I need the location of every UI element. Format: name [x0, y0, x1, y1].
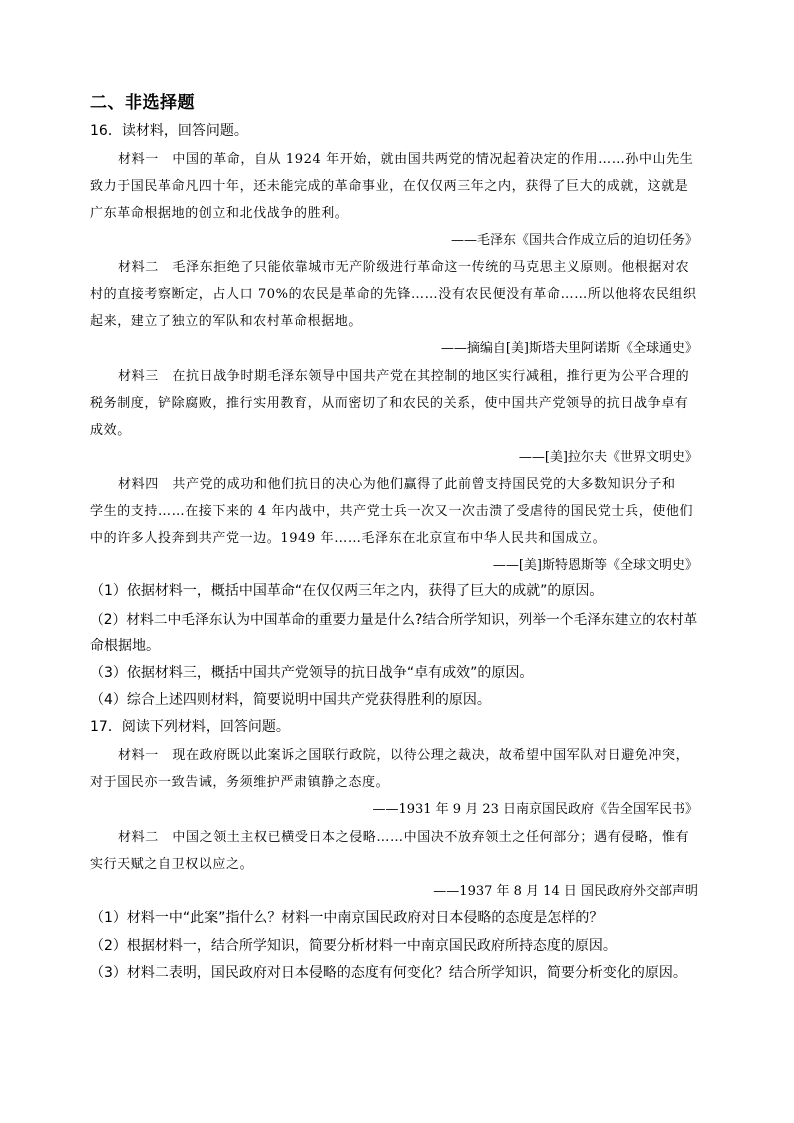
- q16-material-2-line: 材料二 毛泽东拒绝了只能依靠城市无产阶级进行革命这一传统的马克思主义原则。他根据对农: [118, 260, 690, 275]
- q17-question-3: （3）材料二表明，国民政府对日本侵略的态度有何变化？结合所学知识，简要分析变化的原因。: [90, 965, 687, 981]
- q16-material-1-source: ——毛泽东《国共合作成立后的迫切任务》: [450, 233, 698, 248]
- q16-material-1-line: 材料一 中国的革命，自从 1924 年开始，就由国共两党的情况起着决定的作用……孙中山先生: [118, 152, 694, 167]
- q16-heading: 16．读材料，回答问题。: [90, 123, 248, 139]
- q16-material-2-line: 起来，建立了独立的军队和农村革命根据地。: [90, 314, 363, 329]
- q17-material-1-source: ——1931 年 9 月 23 日南京国民政府《告全国军民书》: [372, 802, 698, 817]
- q16-question-3: （3）依据材料三，概括中国共产党领导的抗日战争“卓有成效”的原因。: [90, 665, 534, 681]
- q16-material-3-source: ——[美]拉尔夫《世界文明史》: [518, 450, 698, 465]
- q17-heading: 17．阅读下列材料，回答问题。: [90, 719, 290, 735]
- section-title: 二、非选择题: [90, 93, 195, 113]
- q17-material-2-line: 材料二 中国之领土主权已横受日本之侵略……中国决不放弃领土之任何部分；遇有侵略，惟有: [118, 830, 690, 845]
- q16-material-3-line: 税务制度，铲除腐败，推行实用教育，从而密切了和农民的关系，使中国共产党领导的抗日战争卓有: [90, 396, 689, 411]
- q17-question-2: （2）根据材料一，结合所学知识，简要分析材料一中南京国民政府所持态度的原因。: [90, 938, 617, 954]
- q16-material-1-line: 广东革命根据地的创立和北伐战争的胜利。: [90, 206, 349, 221]
- q16-question-1: （1）依据材料一，概括中国革命“在仅仅两三年之内，获得了巨大的成就”的原因。: [90, 583, 604, 599]
- q16-material-4-line: 材料四 共产党的成功和他们抗日的决心为他们赢得了此前曾支持国民党的大多数知识分子和: [118, 477, 676, 492]
- q16-question-2-cont: 命根据地。: [90, 638, 160, 654]
- q16-question-2: （2）材料二中毛泽东认为中国革命的重要力量是什么?结合所学知识，列举一个毛泽东建立的农村革: [90, 612, 698, 628]
- q17-material-1-line: 对于国民亦一致告诫，务须维护严肃镇静之态度。: [90, 775, 390, 790]
- q16-material-4-source: ——[美]斯特恩斯等《全球文明史》: [492, 558, 698, 573]
- q16-material-4-line: 学生的支持……在接下来的 4 年内战中，共产党士兵一次又一次击溃了受虐待的国民党士兵，使他们: [90, 504, 694, 519]
- q17-material-2-line: 实行天赋之自卫权以应之。: [90, 857, 254, 872]
- q16-material-2-line: 村的直接考察断定，占人口 70%的农民是革命的先锋……没有农民便没有革命……所以他将农民组织: [90, 287, 697, 302]
- q16-material-2-source: ——摘编自[美]斯塔夫里阿诺斯《全球通史》: [440, 341, 698, 356]
- q16-material-3-line: 材料三 在抗日战争时期毛泽东领导中国共产党在其控制的地区实行减租，推行更为公平合理的: [118, 369, 690, 384]
- q17-material-1-line: 材料一 现在政府既以此案诉之国联行政院，以待公理之裁决，故希望中国军队对日避免冲突，: [118, 748, 690, 763]
- q16-question-4: （4）综合上述四则材料，简要说明中国共产党获得胜利的原因。: [90, 692, 491, 708]
- q17-question-1: （1）材料一中“此案”指什么？材料一中南京国民政府对日本侵略的态度是怎样的？: [90, 910, 604, 926]
- q16-material-1-line: 致力于国民革命凡四十年，还未能完成的革命事业，在仅仅两三年之内，获得了巨大的成就，这就是: [90, 179, 689, 194]
- q16-material-3-line: 成效。: [90, 423, 131, 438]
- q16-material-4-line: 中的许多人投奔到共产党一边。1949 年……毛泽东在北京宣布中华人民共和国成立。: [90, 531, 607, 546]
- q17-material-2-source: ——1937 年 8 月 14 日 国民政府外交部声明: [433, 884, 698, 899]
